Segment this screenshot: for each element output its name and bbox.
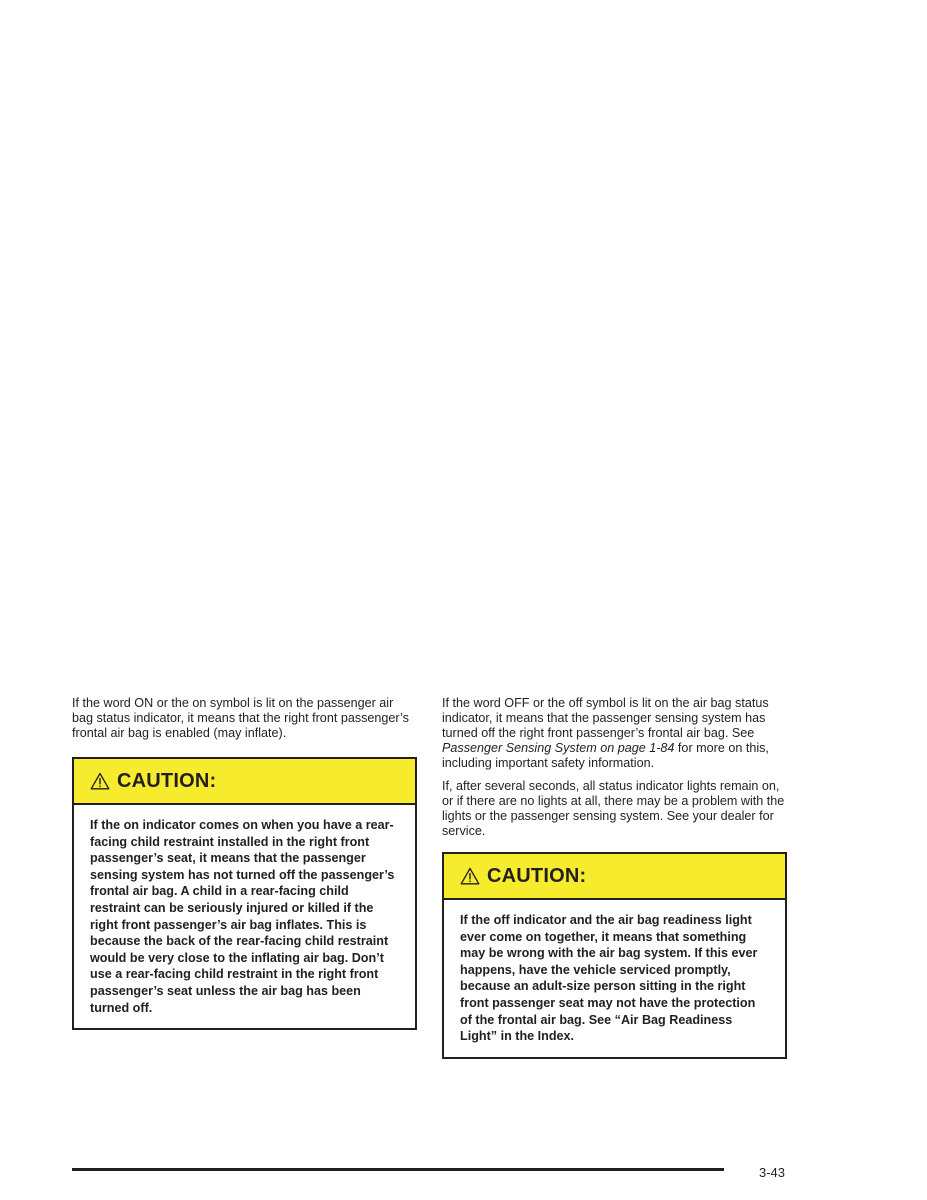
caution-body: If the off indicator and the air bag readiness light ever come on together, it means that something may be wrong with the air bag system. If this ever happens, have the vehicle serviced promptly, because an adult-size person sitting in the right front passenger seat may not have the protection of the frontal air bag. See “Air Bag Readiness Light” in the Index. [460, 913, 758, 1044]
warning-triangle-icon [90, 772, 110, 790]
caution-box-off-indicator [442, 852, 787, 1059]
passenger-sensing-reference: Passenger Sensing System on page 1-84 [442, 741, 675, 755]
page-number: 3-43 [759, 1165, 786, 1180]
on-indicator-paragraph: If the word ON or the on symbol is lit on the passenger air bag status indicator, it means that the right front passenger’s frontal air bag is enabled (may inflate). [72, 696, 409, 740]
off-indicator-text-start: If the word OFF or the off symbol is lit on the air bag status indicator, it means that the passenger sensing system has turned off the right front passenger’s frontal air bag. See [442, 696, 769, 740]
caution-header [74, 759, 415, 805]
caution-title: CAUTION: [487, 864, 587, 887]
footer-rule [72, 1168, 724, 1171]
caution-box-on-indicator [72, 757, 417, 1030]
right-column [442, 696, 787, 1059]
caution-header [444, 854, 785, 900]
off-indicator-text-end: for more on this, including important safety information. [442, 741, 769, 770]
left-column [72, 696, 417, 1030]
caution-body: If the on indicator comes on when you have a rear-facing child restraint installed in the right front passenger’s seat, it means that the passenger sensing system has not turned off the passenger’s frontal air bag. A child in a rear-facing child restraint can be seriously injured or killed if the right front passenger’s air bag inflates. This is because the back of the rear-facing child restraint would be very close to the inflating air bag. Don’t use a rear-facing child restraint in the right front passenger’s seat unless the air bag has been turned off. [90, 818, 395, 1015]
all-lights-paragraph: If, after several seconds, all status indicator lights remain on, or if there are no lights at all, there may be a problem with the lights or the passenger sensing system. See your dealer for service. [442, 779, 785, 838]
off-indicator-paragraph [442, 696, 787, 771]
warning-triangle-icon [460, 867, 480, 885]
caution-title: CAUTION: [117, 769, 217, 792]
